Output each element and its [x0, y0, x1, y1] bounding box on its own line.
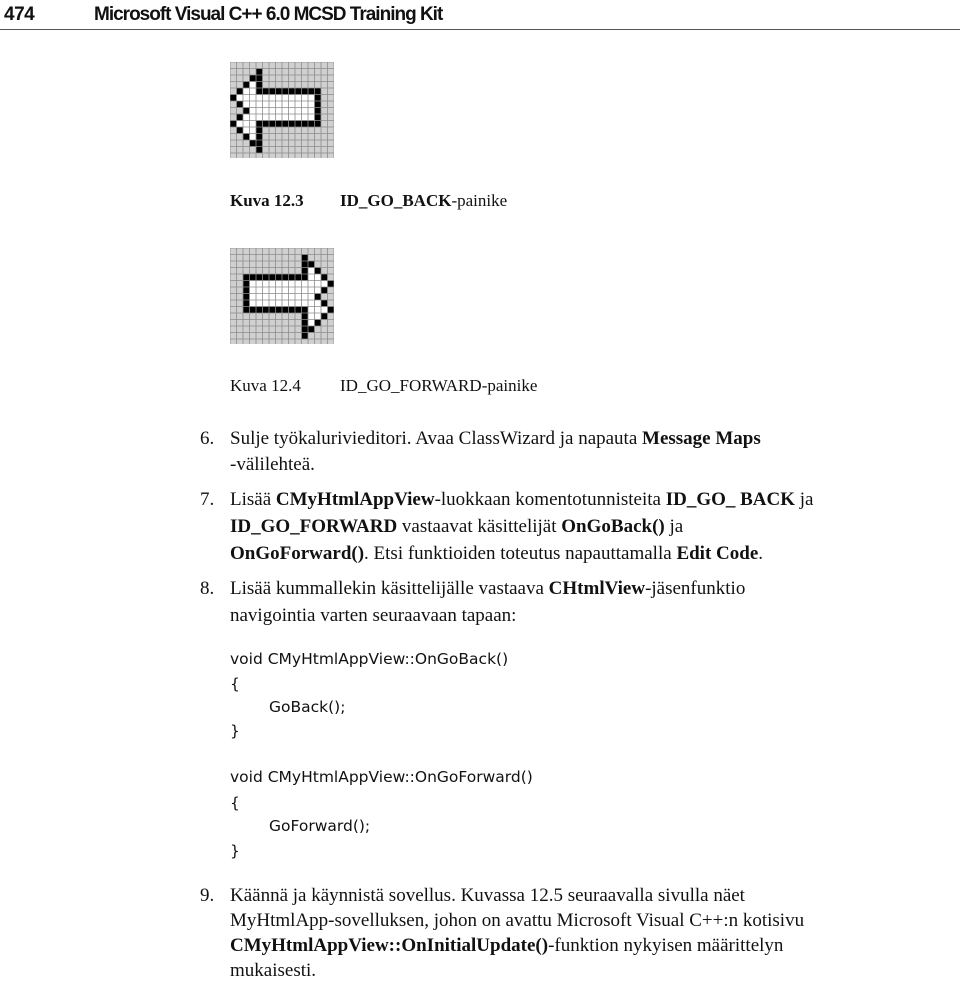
pixel [282, 95, 289, 102]
pixel [308, 300, 315, 307]
pixel [263, 300, 270, 307]
step-line: OnGoForward(). Etsi funktioiden toteutus napauttamalla Edit Code. [230, 543, 764, 564]
pixel [250, 274, 257, 281]
pixel [295, 121, 302, 128]
code-line: GoBack(); [269, 698, 346, 716]
figure-label: Kuva 12.3 [230, 191, 304, 210]
figure-id: ID_GO_FORWARD [340, 376, 482, 395]
pixel [308, 114, 315, 121]
pixel [315, 108, 322, 115]
pixel [256, 294, 263, 301]
pixel [237, 127, 244, 134]
pixel [321, 274, 328, 281]
pixel [237, 88, 244, 95]
pixel [289, 294, 296, 301]
pixel [321, 307, 328, 314]
pixel [269, 300, 276, 307]
pixel [308, 108, 315, 115]
pixel [302, 307, 309, 314]
pixel [328, 281, 335, 288]
code-line: GoForward(); [269, 817, 371, 835]
pixel [302, 333, 309, 340]
step-9 [0, 883, 960, 985]
pixel [256, 114, 263, 121]
pixel [289, 281, 296, 288]
pixel [250, 75, 257, 82]
pixel [315, 294, 322, 301]
pixel [321, 313, 328, 320]
pixel [237, 114, 244, 121]
pixel [263, 274, 270, 281]
pixel [308, 261, 315, 268]
pixel [243, 274, 250, 281]
code-line: void CMyHtmlAppView::OnGoBack() [230, 650, 509, 668]
pixel [289, 121, 296, 128]
pixel [243, 127, 250, 134]
pixel [256, 307, 263, 314]
pixel [289, 108, 296, 115]
pixel [276, 274, 283, 281]
pixel [295, 287, 302, 294]
pixel [302, 108, 309, 115]
pixel [308, 313, 315, 320]
pixel [295, 300, 302, 307]
pixel [289, 300, 296, 307]
pixel [243, 101, 250, 108]
pixel [256, 101, 263, 108]
pixel [269, 121, 276, 128]
pixel [250, 300, 257, 307]
code-line: } [230, 722, 240, 740]
pixel [308, 101, 315, 108]
step-line: Käännä ja käynnistä sovellus. Kuvassa 12.5 seuraavalla sivulla näet [230, 885, 745, 906]
pixel [250, 95, 257, 102]
pixel [243, 82, 250, 89]
pixel [243, 287, 250, 294]
pixel [308, 320, 315, 327]
step-line: CMyHtmlAppView::OnInitialUpdate()-funktion nykyisen määrittelyn [230, 935, 784, 956]
pixel [269, 281, 276, 288]
pixel [263, 307, 270, 314]
pixel [263, 121, 270, 128]
pixel [295, 95, 302, 102]
step-number: 7. [200, 489, 215, 510]
pixel [308, 121, 315, 128]
pixel [230, 95, 237, 102]
pixel [302, 268, 309, 275]
step-line: ID_GO_FORWARD vastaavat käsittelijät OnGoBack() ja [230, 516, 684, 537]
pixel [282, 281, 289, 288]
pixel [302, 281, 309, 288]
pixel [328, 307, 335, 314]
pixel [243, 95, 250, 102]
pixel [230, 121, 237, 128]
pixel [302, 261, 309, 268]
step-7 [0, 487, 960, 571]
step-line: Lisää kummallekin käsittelijälle vastaava CHtmlView-jäsenfunktio [230, 578, 746, 599]
pixel [308, 274, 315, 281]
step-line: Lisää CMyHtmlAppView-luokkaan komentotunnisteita ID_GO_ BACK ja [230, 489, 814, 510]
pixel [256, 121, 263, 128]
figure-suffix: -painike [451, 191, 508, 210]
pixel [263, 287, 270, 294]
pixel [263, 108, 270, 115]
pixel [263, 95, 270, 102]
arrow-left-icon [230, 62, 334, 158]
pixel [308, 95, 315, 102]
pixel [276, 121, 283, 128]
pixel [256, 69, 263, 76]
pixel [256, 127, 263, 134]
step-6 [0, 426, 960, 486]
pixel [243, 108, 250, 115]
pixel [295, 274, 302, 281]
pixel [276, 281, 283, 288]
pixel [256, 82, 263, 89]
pixel [315, 287, 322, 294]
pixel [295, 294, 302, 301]
pixel [302, 101, 309, 108]
step-line: -välilehteä. [230, 454, 315, 475]
pixel [295, 307, 302, 314]
pixel [315, 274, 322, 281]
pixel [315, 320, 322, 327]
pixel [276, 114, 283, 121]
step-line: Sulje työkalurivieditori. Avaa ClassWizard ja napauta Message Maps [230, 428, 761, 449]
pixel [276, 101, 283, 108]
pixel [250, 294, 257, 301]
pixel [276, 287, 283, 294]
header-rule [0, 29, 960, 30]
pixel [250, 307, 257, 314]
pixel [289, 88, 296, 95]
pixel [315, 313, 322, 320]
pixel [243, 114, 250, 121]
pixel [276, 294, 283, 301]
pixel [250, 287, 257, 294]
pixel [289, 287, 296, 294]
pixel [289, 101, 296, 108]
pixel [237, 101, 244, 108]
pixel [250, 82, 257, 89]
pixel [282, 121, 289, 128]
pixel [243, 300, 250, 307]
pixel [282, 101, 289, 108]
pixel [276, 307, 283, 314]
pixel [250, 121, 257, 128]
pixel [276, 88, 283, 95]
pixel [302, 294, 309, 301]
pixel [237, 121, 244, 128]
pixel [250, 101, 257, 108]
pixel [276, 108, 283, 115]
pixel [295, 88, 302, 95]
pixel [282, 307, 289, 314]
pixel [302, 287, 309, 294]
pixel [256, 281, 263, 288]
pixel [269, 294, 276, 301]
pixel [250, 281, 257, 288]
pixel [250, 114, 257, 121]
pixel [269, 274, 276, 281]
pixel [315, 95, 322, 102]
figure-suffix: -painike [481, 376, 538, 395]
pixel [243, 307, 250, 314]
page-header [0, 0, 960, 30]
pixel [302, 255, 309, 262]
step-number: 6. [200, 428, 215, 449]
pixel [263, 101, 270, 108]
pixel [321, 281, 328, 288]
pixel [289, 274, 296, 281]
pixel [302, 95, 309, 102]
step-line: navigointia varten seuraavaan tapaan: [230, 605, 517, 626]
pixel [295, 114, 302, 121]
pixel [263, 88, 270, 95]
pixel [256, 300, 263, 307]
pixel [315, 114, 322, 121]
pixel [321, 300, 328, 307]
pixel [263, 281, 270, 288]
pixel [315, 88, 322, 95]
pixel [250, 140, 257, 147]
pixel [295, 101, 302, 108]
pixel [256, 95, 263, 102]
pixel [295, 281, 302, 288]
pixel [289, 95, 296, 102]
pixel [308, 268, 315, 275]
pixel [256, 147, 263, 154]
code-line: void CMyHtmlAppView::OnGoForward() [230, 768, 533, 786]
pixel [237, 95, 244, 102]
pixel [315, 268, 322, 275]
book-title: Microsoft Visual C++ 6.0 MCSD Training Kit [94, 4, 443, 25]
step-line: MyHtmlApp-sovelluksen, johon on avattu Microsoft Visual C++:n kotisivu [230, 910, 805, 931]
pixel [295, 108, 302, 115]
figure-id: ID_GO_BACK [340, 191, 452, 210]
pixel [243, 134, 250, 141]
arrow-right-icon [230, 248, 334, 344]
pixel [256, 274, 263, 281]
pixel [302, 313, 309, 320]
pixel [250, 88, 257, 95]
pixel [302, 274, 309, 281]
pixel [302, 300, 309, 307]
pixel [250, 127, 257, 134]
step-8 [0, 576, 960, 632]
pixel [269, 95, 276, 102]
pixel [282, 294, 289, 301]
pixel [308, 307, 315, 314]
pixel [243, 294, 250, 301]
pixel [250, 108, 257, 115]
pixel [243, 121, 250, 128]
pixel [302, 114, 309, 121]
pixel [256, 140, 263, 147]
pixel [315, 281, 322, 288]
code-line: { [230, 794, 240, 812]
pixel [321, 287, 328, 294]
pixel [250, 134, 257, 141]
pixel [302, 88, 309, 95]
pixel [256, 88, 263, 95]
pixel [256, 108, 263, 115]
pixel [243, 88, 250, 95]
pixel [315, 300, 322, 307]
pixel [276, 300, 283, 307]
pixel [282, 88, 289, 95]
pixel [289, 114, 296, 121]
pixel [269, 88, 276, 95]
pixel [282, 274, 289, 281]
pixel [256, 287, 263, 294]
pixel [256, 134, 263, 141]
pixel [315, 121, 322, 128]
pixel [308, 326, 315, 333]
pixel [282, 287, 289, 294]
pixel [308, 281, 315, 288]
pixel [282, 114, 289, 121]
pixel [308, 287, 315, 294]
pixel [269, 307, 276, 314]
pixel [263, 114, 270, 121]
pixel [302, 320, 309, 327]
pixel [315, 307, 322, 314]
pixel [315, 101, 322, 108]
pixel [256, 75, 263, 82]
pixel [269, 114, 276, 121]
pixel [289, 307, 296, 314]
step-line: mukaisesti. [230, 960, 317, 981]
step-number: 9. [200, 885, 215, 906]
page-number: 474 [4, 4, 35, 25]
code-line: } [230, 842, 240, 860]
pixel [308, 294, 315, 301]
pixel [269, 108, 276, 115]
pixel [243, 281, 250, 288]
pixel [308, 88, 315, 95]
pixel [282, 300, 289, 307]
pixel [282, 108, 289, 115]
pixel [263, 294, 270, 301]
pixel [276, 95, 283, 102]
figure-label: Kuva 12.4 [230, 376, 301, 395]
pixel [269, 101, 276, 108]
pixel [302, 121, 309, 128]
code-line: { [230, 675, 240, 693]
step-number: 8. [200, 578, 215, 599]
pixel [302, 326, 309, 333]
pixel [269, 287, 276, 294]
